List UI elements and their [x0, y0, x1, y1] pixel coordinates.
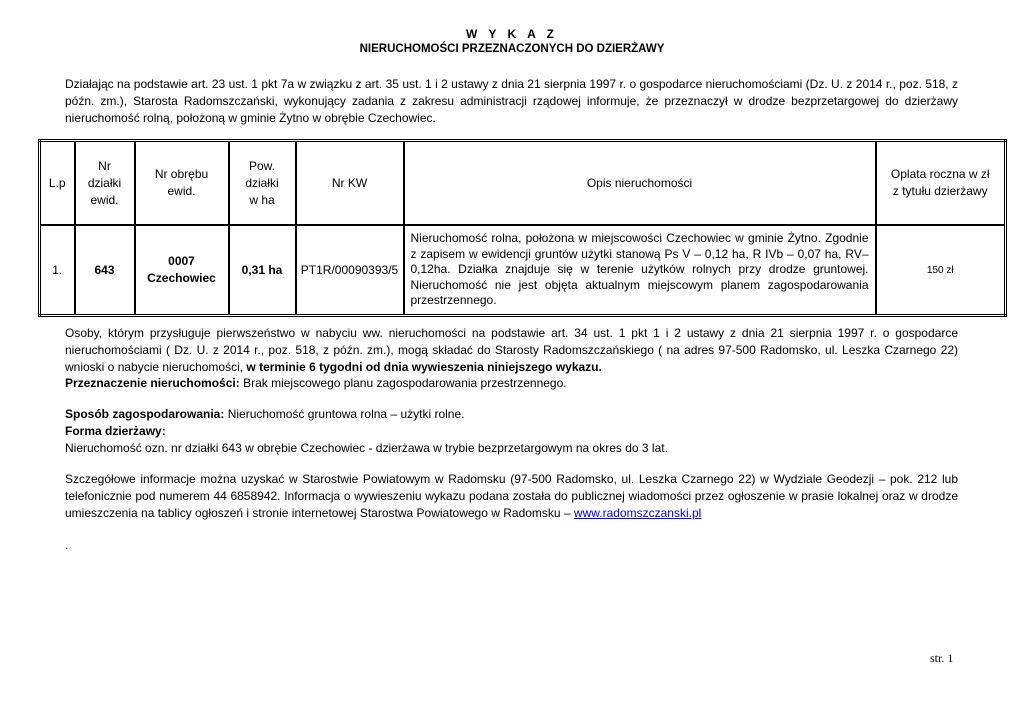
cell-nr-dzialki: 643: [75, 225, 135, 316]
header-pow: [229, 141, 296, 226]
header-opis: Opis nieruchomości: [404, 141, 876, 226]
cell-lp: 1.: [40, 225, 75, 316]
trailing-dot: .: [65, 538, 69, 552]
przeznaczenie-label: Przeznaczenie nieruchomości:: [65, 376, 240, 390]
header-pow-line2: działki: [245, 175, 279, 190]
header-nr-dzialki-line1: Nr: [98, 158, 111, 173]
document-title: W Y K A Z: [465, 27, 558, 41]
header-nr-obrebu: [135, 141, 229, 226]
header-oplata: [876, 141, 1006, 226]
header-lp: L.p: [40, 141, 75, 226]
cell-nr-kw: PT1R/00090393/5: [296, 225, 404, 316]
header-nr-kw: Nr KW: [296, 141, 404, 226]
table-row: [40, 225, 1006, 316]
header-nr-obrebu-line1: Nr obrębu: [154, 167, 209, 181]
info-paragraph: [65, 471, 958, 522]
cell-opis: Nieruchomość rolna, położona w miejscowości Czechowiec w gminie Żytno. Zgodnie z zapisem w ewidencji gruntów użytki stanową Ps V – 0,12 ha, R IVb – 0,07 ha, RV– 0,12ha. Działka znajduje się w terenie użytków rolnych przy drodze gruntowej. Nieruchomość nie jest objęta aktualnym miejscowym planem zagospodarowania przestrzennego.: [404, 225, 876, 316]
header-nr-dzialki: [75, 141, 135, 226]
header-oplata-line1: Oplata roczna w zł: [890, 167, 990, 181]
pierwszenstwo-text: Osoby, którym przysługuje pierwszeństwo w nabyciu ww. nieruchomości na podstawie art. 34 ust. 1 pkt 1 i 2 ustawy z dnia 21 sierpnia 1997 r. o gospodarce nieruchomościami ( Dz. U. z 2014 r., poz. 518, z późn. zm.), mogą składać do Starosty Radomszczańskiego ( na adres 97-500 Radomsko, ul. Leszka Czarnego 22) wnioski o nabycie nieruchomości,: [65, 326, 958, 374]
sposob-line: [65, 406, 958, 423]
forma-value: Nieruchomość ozn. nr działki 643 w obrębie Czechowiec - dzierżawa w trybie bezprzetargowym na okres do 3 lat.: [65, 441, 668, 455]
cell-oplata: 150 zł: [876, 225, 1006, 316]
header-oplata-line2: z tytułu dzierżawy: [892, 184, 988, 198]
website-link[interactable]: www.radomszczanski.pl: [573, 506, 702, 520]
page-number: str. 1: [930, 651, 954, 665]
header-nr-obrebu-line2: ewid.: [167, 184, 196, 198]
pierwszenstwo-deadline: w terminie 6 tygodni od dnia wywieszenia niniejszego wykazu.: [243, 360, 602, 374]
cell-nr-obrebu-name: Czechowiec: [147, 271, 216, 285]
cell-nr-obrebu-number: 0007: [168, 254, 195, 268]
cell-pow: 0,31 ha: [229, 225, 296, 316]
sposob-label: Sposób zagospodarowania:: [65, 407, 225, 421]
pierwszenstwo-paragraph: [65, 325, 958, 376]
header-pow-line1: Pow.: [248, 158, 275, 173]
sposob-value: Nieruchomość gruntowa rolna – użytki rolne.: [224, 407, 465, 421]
header-pow-line3: w ha: [249, 192, 275, 207]
przeznaczenie-value: Brak miejscowego planu zagospodarowania przestrzennego.: [239, 376, 567, 390]
forma-label: Forma dzierżawy:: [65, 424, 166, 438]
document-subtitle: NIERUCHOMOŚCI PRZEZNACZONYCH DO DZIERŻAWY: [359, 43, 665, 55]
przeznaczenie-line: [65, 375, 958, 392]
header-nr-dzialki-line3: ewid.: [90, 192, 119, 207]
cell-nr-obrebu: [135, 225, 229, 316]
property-table: [38, 139, 1007, 317]
table-header-row: [40, 141, 1006, 226]
header-nr-dzialki-line2: działki: [87, 175, 122, 190]
intro-paragraph: Działając na podstawie art. 23 ust. 1 pkt 7a w związku z art. 35 ust. 1 i 2 ustawy z dnia 21 sierpnia 1997 r. o gospodarce nieruchomościami (Dz. U. z 2014 r., poz. 518, z późn. zm.), Starosta Radomszczański, wykonujący zadania z zakresu administracji rządowej informuje, że przeznaczył w drodze bezprzetargowej do dzierżawy nieruchomość rolną, położoną w gminie Żytno w obrębie Czechowiec.: [65, 77, 958, 125]
info-text: Szczegółowe informacje można uzyskać w Starostwie Powiatowym w Radomsku (97-500 Radomsko, ul. Leszka Czarnego 22) w Wydziale Geodezji – pok. 212 lub telefonicznie pod numerem 44 6858942. Informacja o wywieszeniu wykazu podana została do publicznej wiadomości przez ogłoszenie w prasie lokalnej oraz w drodze umieszczenia na tablicy ogłoszeń i stronie internetowej Starostwa Powiatowego w Radomsku –: [65, 472, 958, 520]
